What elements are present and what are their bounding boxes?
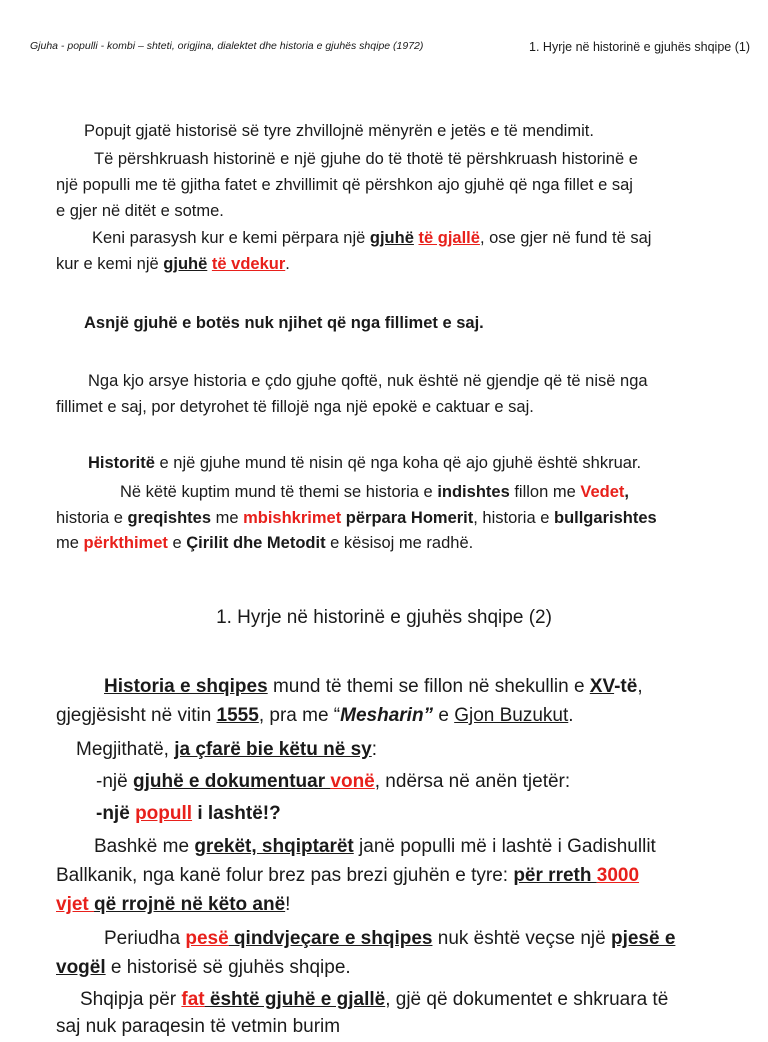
paragraph-1: Popujt gjatë historisë së tyre zhvillojnë mënyrën e jetës e të mendimit. <box>84 122 594 140</box>
paragraph-6: Historitë e një gjuhe mund të nisin që nga koha që ajo gjuhë është shkruar. <box>88 454 642 472</box>
s2-line: Megjithatë, ja çfarë bie këtu në sy: <box>76 739 378 760</box>
emphasis-gjuhe-2: gjuhë <box>163 255 208 273</box>
paragraph-7-line-2: historia e greqishtes me mbishkrimet përpara Homerit, historia e bullgarishtes <box>56 509 657 527</box>
s1-line-2: gjegjësisht në vitin 1555, pra me “Mesharin” e Gjon Buzukut. <box>56 705 574 726</box>
header-right-title: 1. Hyrje në historinë e gjuhës shqipe (1) <box>529 40 750 54</box>
s5-line-2: Ballkanik, nga kanë folur brez pas brezi gjuhën e tyre: për rreth 3000 <box>56 865 640 886</box>
paragraph-7-line-3: me përkthimet e Çirilit dhe Metodit e kësisoj me radhë. <box>56 534 474 552</box>
header-left-title: Gjuha - populli - kombi – shteti, origjina, dialektet dhe historia e gjuhës shqipe (1972) <box>30 40 424 52</box>
s4-line: -një popull i lashtë!? <box>96 803 281 824</box>
paragraph-5-line-2: fillimet e saj, por detyrohet të fillojë nga një epokë e caktuar e saj. <box>56 398 534 416</box>
paragraph-2-line-2: një populli me të gjitha fatet e zhvillimit që përshkon ajo gjuhë që nga fillet e saj <box>56 176 633 194</box>
s7-line-1: Shqipja për fat është gjuhë e gjallë, gjë që dokumentet e shkruara të <box>80 989 669 1010</box>
paragraph-2-line-1: Të përshkruash historinë e një gjuhe do të thotë të përshkruash historinë e <box>94 150 638 168</box>
paragraph-2-line-3: e gjer në ditët e sotme. <box>56 202 224 220</box>
s6-line-1: Periudha pesë qindvjeçare e shqipes nuk është veçse një pjesë e <box>104 928 676 949</box>
paragraph-7-line-1: Në këtë kuptim mund të themi se historia e indishtes fillon me Vedet, <box>120 483 629 501</box>
s3-line: -një gjuhë e dokumentuar vonë, ndërsa në anën tjetër: <box>96 771 571 792</box>
paragraph-3-line-2: kur e kemi një gjuhë të vdekur. <box>56 255 290 273</box>
s6-line-2: vogël e historisë së gjuhës shqipe. <box>56 957 351 978</box>
paragraph-3-line-1: Keni parasysh kur e kemi përpara një gjuhë të gjallë, ose gjer në fund të saj <box>92 229 652 247</box>
s5-line-3: vjet që rrojnë në këto anë! <box>56 894 291 915</box>
s7-line-2: saj nuk paraqesin të vetmin burim <box>56 1016 341 1037</box>
emphasis-te-gjalle: të gjallë <box>418 229 480 247</box>
section-title: 1. Hyrje në historinë e gjuhës shqipe (2) <box>216 607 552 628</box>
emphasis-gjuhe: gjuhë <box>369 229 414 247</box>
s5-line-1: Bashkë me grekët, shqiptarët janë populli më i lashtë i Gadishullit <box>94 836 656 857</box>
page-header <box>30 40 750 56</box>
emphasis-te-vdekur: të vdekur <box>211 255 286 273</box>
s1-line-1: Historia e shqipes mund të themi se fillon në shekullin e XV-të, <box>104 676 643 697</box>
paragraph-4-bold: Asnjë gjuhë e botës nuk njihet që nga fillimet e saj. <box>84 314 484 332</box>
paragraph-5-line-1: Nga kjo arsye historia e çdo gjuhe qoftë, nuk është në gjendje që të nisë nga <box>88 372 648 390</box>
